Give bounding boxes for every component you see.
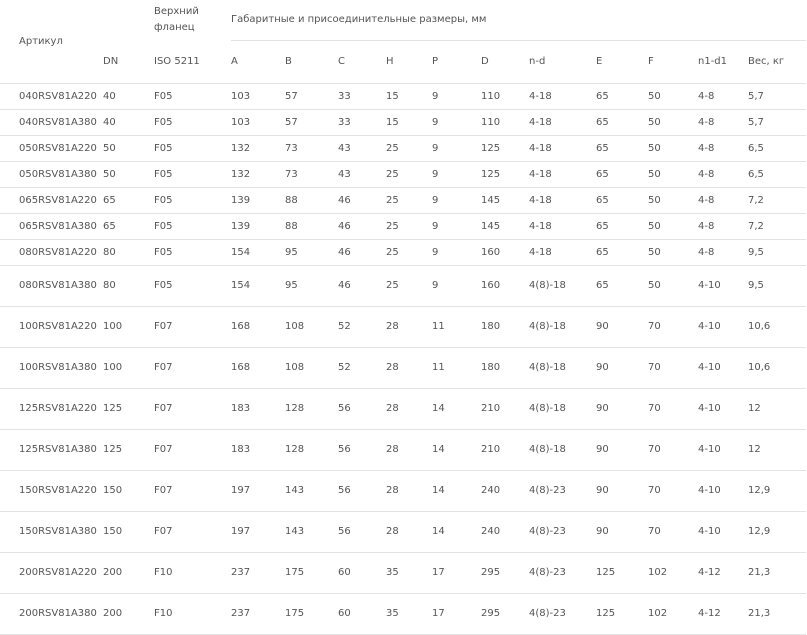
table-cell: 14: [432, 389, 481, 430]
table-cell: 154: [231, 240, 285, 266]
table-row: [0, 348, 806, 389]
table-cell: 25: [386, 162, 432, 188]
table-cell: 65: [596, 162, 648, 188]
article-cell: 100RSV81A220: [0, 307, 103, 348]
table-cell: 175: [285, 594, 338, 635]
table-cell: 4(8)-18: [529, 348, 596, 389]
table-cell: 46: [338, 188, 386, 214]
table-cell: 56: [338, 512, 386, 553]
table-row: [0, 553, 806, 594]
table-row: [0, 240, 806, 266]
table-cell: 70: [648, 307, 698, 348]
table-cell: 4(8)-18: [529, 307, 596, 348]
table-cell: 50: [648, 266, 698, 307]
article-cell: 040RSV81A380: [0, 110, 103, 136]
table-cell: 65: [103, 188, 154, 214]
table-cell: 25: [386, 136, 432, 162]
table-cell: 200: [103, 553, 154, 594]
article-cell: 125RSV81A220: [0, 389, 103, 430]
table-cell: 4-18: [529, 162, 596, 188]
table-cell: 50: [103, 162, 154, 188]
table-cell: 125: [596, 553, 648, 594]
table-cell: 21,3: [748, 594, 806, 635]
table-cell: 4-10: [698, 430, 748, 471]
article-cell: 040RSV81A220: [0, 84, 103, 110]
table-cell: 4-10: [698, 389, 748, 430]
table-cell: 4-10: [698, 471, 748, 512]
table-cell: 28: [386, 471, 432, 512]
table-cell: 50: [648, 110, 698, 136]
table-cell: 50: [103, 136, 154, 162]
table-cell: 125: [103, 389, 154, 430]
table-cell: F07: [154, 307, 231, 348]
table-cell: 12: [748, 389, 806, 430]
table-cell: 4-8: [698, 162, 748, 188]
table-cell: 103: [231, 110, 285, 136]
table-cell: 35: [386, 594, 432, 635]
table-cell: 12: [748, 430, 806, 471]
table-cell: 145: [481, 214, 529, 240]
table-cell: 4-12: [698, 553, 748, 594]
table-cell: 46: [338, 214, 386, 240]
table-cell: 9,5: [748, 240, 806, 266]
table-cell: 168: [231, 348, 285, 389]
table-cell: 4(8)-23: [529, 512, 596, 553]
table-cell: 4-18: [529, 214, 596, 240]
table-cell: F05: [154, 240, 231, 266]
table-cell: 12,9: [748, 512, 806, 553]
column-header: F: [648, 41, 698, 84]
table-cell: 4-18: [529, 84, 596, 110]
table-cell: 150: [103, 471, 154, 512]
column-header: C: [338, 41, 386, 84]
table-cell: 175: [285, 553, 338, 594]
table-cell: 28: [386, 430, 432, 471]
table-cell: 4-10: [698, 348, 748, 389]
article-cell: 080RSV81A380: [0, 266, 103, 307]
table-cell: 4(8)-23: [529, 553, 596, 594]
table-row: [0, 110, 806, 136]
table-cell: F07: [154, 430, 231, 471]
table-cell: 65: [596, 188, 648, 214]
top-flange-header: Верхний фланец: [154, 6, 199, 34]
table-cell: 183: [231, 389, 285, 430]
table-cell: 108: [285, 348, 338, 389]
table-cell: 132: [231, 136, 285, 162]
table-cell: 168: [231, 307, 285, 348]
table-cell: F05: [154, 84, 231, 110]
column-header: Вес, кг: [748, 41, 806, 84]
table-row: [0, 471, 806, 512]
table-cell: 90: [596, 348, 648, 389]
table-cell: 10,6: [748, 307, 806, 348]
table-cell: 43: [338, 162, 386, 188]
table-cell: 80: [103, 266, 154, 307]
table-cell: 15: [386, 110, 432, 136]
table-cell: 65: [596, 84, 648, 110]
table-cell: 160: [481, 240, 529, 266]
column-header: D: [481, 41, 529, 84]
table-cell: F10: [154, 553, 231, 594]
table-cell: 210: [481, 389, 529, 430]
table-cell: 180: [481, 348, 529, 389]
table-cell: 183: [231, 430, 285, 471]
table-cell: 65: [596, 110, 648, 136]
table-row: [0, 188, 806, 214]
table-cell: 210: [481, 430, 529, 471]
table-cell: 4-10: [698, 307, 748, 348]
column-header: H: [386, 41, 432, 84]
table-row: [0, 162, 806, 188]
table-cell: 9: [432, 240, 481, 266]
table-cell: 35: [386, 553, 432, 594]
table-cell: 9: [432, 214, 481, 240]
table-cell: 143: [285, 512, 338, 553]
table-cell: 10,6: [748, 348, 806, 389]
column-header: E: [596, 41, 648, 84]
table-cell: 4(8)-23: [529, 594, 596, 635]
table-cell: 25: [386, 240, 432, 266]
table-cell: 40: [103, 110, 154, 136]
table-cell: 50: [648, 214, 698, 240]
table-cell: 65: [596, 136, 648, 162]
table-row: [0, 266, 806, 307]
table-cell: 56: [338, 430, 386, 471]
table-row: [0, 512, 806, 553]
table-cell: 4-8: [698, 188, 748, 214]
table-cell: F05: [154, 214, 231, 240]
table-cell: 5,7: [748, 110, 806, 136]
table-cell: 139: [231, 188, 285, 214]
table-cell: 4-12: [698, 594, 748, 635]
table-cell: 88: [285, 214, 338, 240]
table-cell: 50: [648, 188, 698, 214]
table-row: [0, 136, 806, 162]
table-cell: 95: [285, 240, 338, 266]
table-cell: 103: [231, 84, 285, 110]
table-cell: 7,2: [748, 214, 806, 240]
table-cell: F05: [154, 136, 231, 162]
table-cell: 65: [596, 214, 648, 240]
table-cell: 25: [386, 214, 432, 240]
table-cell: 17: [432, 553, 481, 594]
table-cell: 6,5: [748, 162, 806, 188]
table-row: [0, 214, 806, 240]
table-cell: 50: [648, 136, 698, 162]
table-cell: 9: [432, 266, 481, 307]
table-row: [0, 389, 806, 430]
table-header: [0, 0, 806, 84]
table-cell: 4(8)-18: [529, 266, 596, 307]
table-cell: 70: [648, 430, 698, 471]
table-cell: 110: [481, 110, 529, 136]
table-cell: 56: [338, 389, 386, 430]
table-cell: 6,5: [748, 136, 806, 162]
table-cell: 90: [596, 307, 648, 348]
table-cell: 80: [103, 240, 154, 266]
table-cell: 50: [648, 162, 698, 188]
table-cell: 33: [338, 110, 386, 136]
table-cell: 4-18: [529, 110, 596, 136]
article-cell: 100RSV81A380: [0, 348, 103, 389]
table-cell: 21,3: [748, 553, 806, 594]
table-cell: 28: [386, 512, 432, 553]
table-cell: 70: [648, 348, 698, 389]
column-header: ISO 5211: [154, 41, 231, 84]
table-cell: 90: [596, 430, 648, 471]
table-row: [0, 430, 806, 471]
table-cell: 65: [596, 266, 648, 307]
table-cell: 128: [285, 430, 338, 471]
table-cell: 102: [648, 594, 698, 635]
column-header: DN: [103, 41, 154, 84]
table-cell: 46: [338, 240, 386, 266]
table-cell: 25: [386, 266, 432, 307]
table-cell: 33: [338, 84, 386, 110]
table-cell: 28: [386, 307, 432, 348]
article-cell: 200RSV81A220: [0, 553, 103, 594]
column-header: A: [231, 41, 285, 84]
table-cell: 70: [648, 389, 698, 430]
table-cell: 70: [648, 471, 698, 512]
table-cell: 7,2: [748, 188, 806, 214]
table-cell: 145: [481, 188, 529, 214]
article-header: Артикул: [0, 0, 103, 84]
table-cell: 4-18: [529, 136, 596, 162]
table-cell: 56: [338, 471, 386, 512]
table-cell: 73: [285, 136, 338, 162]
table-cell: 95: [285, 266, 338, 307]
table-cell: 197: [231, 512, 285, 553]
table-cell: 100: [103, 348, 154, 389]
table-cell: 160: [481, 266, 529, 307]
table-cell: 43: [338, 136, 386, 162]
table-cell: 125: [596, 594, 648, 635]
article-cell: 050RSV81A220: [0, 136, 103, 162]
table-cell: 40: [103, 84, 154, 110]
table-cell: 128: [285, 389, 338, 430]
table-cell: 237: [231, 553, 285, 594]
column-header: n1-d1: [698, 41, 748, 84]
table-cell: 52: [338, 348, 386, 389]
table-cell: 4-8: [698, 240, 748, 266]
table-cell: 132: [231, 162, 285, 188]
dimensions-header: Габаритные и присоединительные размеры, мм: [231, 0, 806, 41]
column-header: P: [432, 41, 481, 84]
table-cell: 52: [338, 307, 386, 348]
table-cell: F07: [154, 471, 231, 512]
table-cell: 180: [481, 307, 529, 348]
table-cell: 4-8: [698, 84, 748, 110]
table-cell: 295: [481, 594, 529, 635]
table-cell: 9: [432, 136, 481, 162]
table-cell: 12,9: [748, 471, 806, 512]
table-cell: 9,5: [748, 266, 806, 307]
table-cell: 14: [432, 430, 481, 471]
table-cell: 4-18: [529, 240, 596, 266]
table-cell: 88: [285, 188, 338, 214]
table-cell: F05: [154, 266, 231, 307]
table-cell: 9: [432, 110, 481, 136]
table-cell: 90: [596, 512, 648, 553]
table-cell: 125: [481, 162, 529, 188]
table-cell: 4(8)-23: [529, 471, 596, 512]
table-cell: 125: [103, 430, 154, 471]
table-cell: 46: [338, 266, 386, 307]
table-cell: 154: [231, 266, 285, 307]
article-cell: 065RSV81A380: [0, 214, 103, 240]
table-cell: 240: [481, 471, 529, 512]
table-body: [0, 84, 806, 635]
table-cell: 4-8: [698, 110, 748, 136]
table-cell: 240: [481, 512, 529, 553]
table-cell: 4-10: [698, 266, 748, 307]
table-cell: 4-18: [529, 188, 596, 214]
article-cell: 150RSV81A380: [0, 512, 103, 553]
table-cell: F05: [154, 162, 231, 188]
table-cell: 100: [103, 307, 154, 348]
table-cell: 197: [231, 471, 285, 512]
table-cell: 65: [103, 214, 154, 240]
table-cell: 60: [338, 594, 386, 635]
table-cell: 14: [432, 471, 481, 512]
table-cell: F07: [154, 512, 231, 553]
table-row: [0, 84, 806, 110]
table-cell: 4-10: [698, 512, 748, 553]
table-cell: 9: [432, 188, 481, 214]
table-cell: 4-8: [698, 214, 748, 240]
article-cell: 150RSV81A220: [0, 471, 103, 512]
table-row: [0, 307, 806, 348]
article-cell: 125RSV81A380: [0, 430, 103, 471]
table-cell: F07: [154, 389, 231, 430]
table-cell: 17: [432, 594, 481, 635]
table-cell: 4(8)-18: [529, 389, 596, 430]
table-cell: 14: [432, 512, 481, 553]
table-cell: 4-8: [698, 136, 748, 162]
column-header: B: [285, 41, 338, 84]
table-cell: 28: [386, 389, 432, 430]
article-cell: 080RSV81A220: [0, 240, 103, 266]
column-header: n-d: [529, 41, 596, 84]
article-cell: 200RSV81A380: [0, 594, 103, 635]
table-cell: 50: [648, 84, 698, 110]
table-cell: 90: [596, 471, 648, 512]
table-cell: 108: [285, 307, 338, 348]
table-cell: 25: [386, 188, 432, 214]
table-cell: 237: [231, 594, 285, 635]
table-cell: 15: [386, 84, 432, 110]
table-cell: 102: [648, 553, 698, 594]
table-cell: F10: [154, 594, 231, 635]
table-cell: 60: [338, 553, 386, 594]
table-cell: 200: [103, 594, 154, 635]
table-cell: 70: [648, 512, 698, 553]
table-cell: 295: [481, 553, 529, 594]
table-cell: 73: [285, 162, 338, 188]
table-cell: 9: [432, 84, 481, 110]
table-cell: 139: [231, 214, 285, 240]
table-cell: 11: [432, 307, 481, 348]
table-cell: 65: [596, 240, 648, 266]
table-cell: 28: [386, 348, 432, 389]
table-cell: 5,7: [748, 84, 806, 110]
article-cell: 050RSV81A380: [0, 162, 103, 188]
table-cell: F07: [154, 348, 231, 389]
table-cell: 57: [285, 84, 338, 110]
table-cell: 9: [432, 162, 481, 188]
table-row: [0, 594, 806, 635]
table-cell: 143: [285, 471, 338, 512]
table-cell: 50: [648, 240, 698, 266]
table-cell: 4(8)-18: [529, 430, 596, 471]
table-cell: F05: [154, 188, 231, 214]
article-cell: 065RSV81A220: [0, 188, 103, 214]
table-cell: 125: [481, 136, 529, 162]
table-cell: 11: [432, 348, 481, 389]
table-cell: 150: [103, 512, 154, 553]
table-cell: 110: [481, 84, 529, 110]
table-cell: 90: [596, 389, 648, 430]
table-cell: 57: [285, 110, 338, 136]
table-cell: F05: [154, 110, 231, 136]
